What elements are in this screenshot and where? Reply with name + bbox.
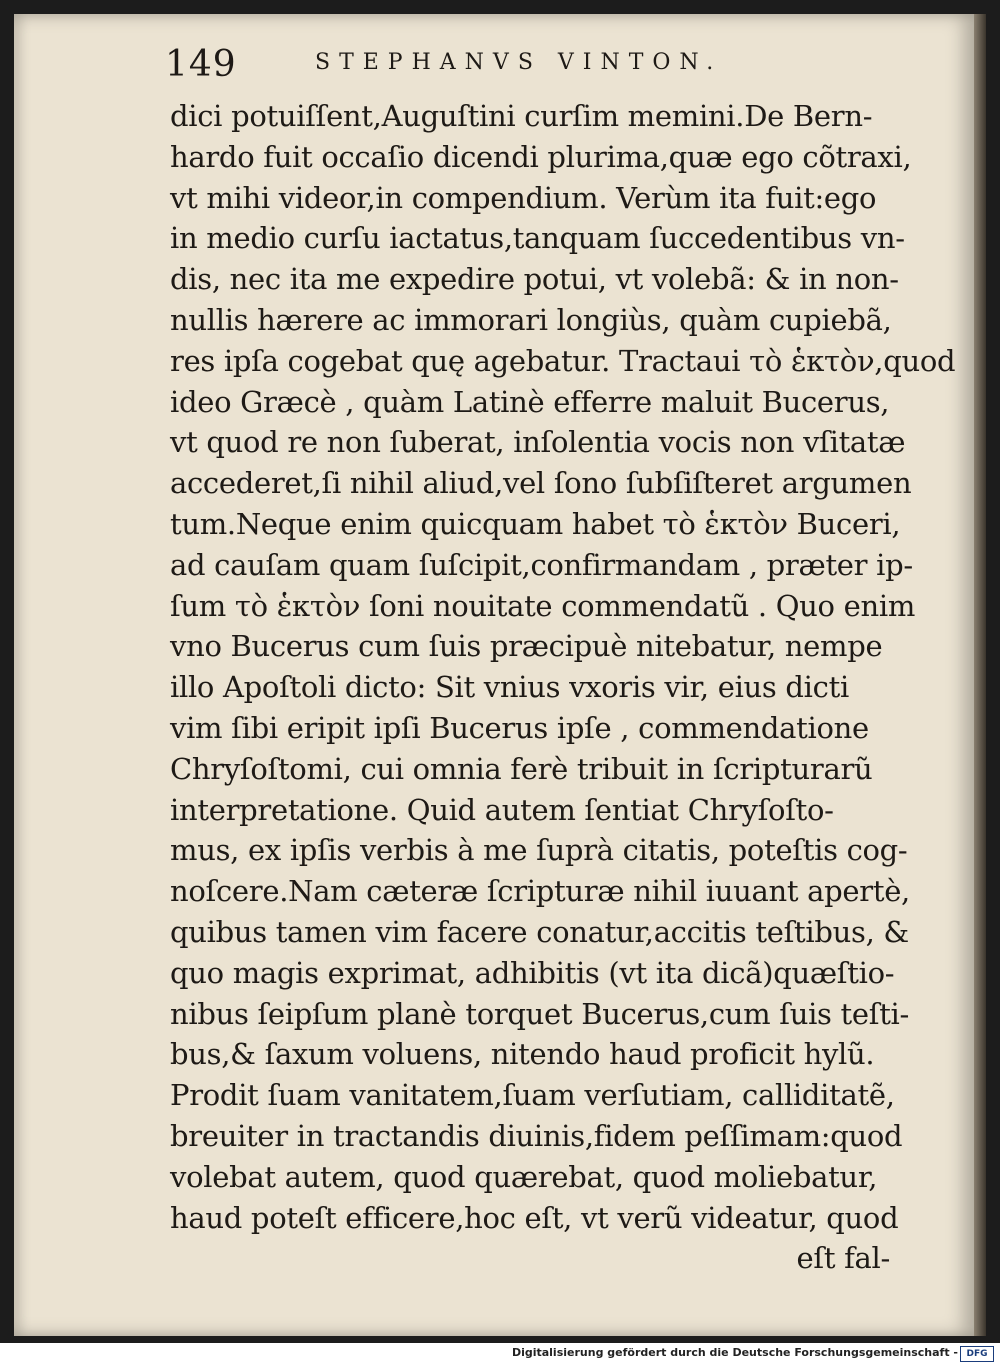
text-line: hardo fuit occaſio dicendi plurima,quæ ego cõtraxi, [170,139,912,174]
text-line: vim ſibi eripit ipſi Bucerus ipſe , commendatione [170,710,869,745]
text-line: dici potuiſſent,Auguſtini curſim memini.De Bern- [170,99,873,133]
text-line: noſcere.Nam cæteræ ſcripturæ nihil iuuant apertè, [170,874,910,909]
text-line: ideo Græcè , quàm Latinè efferre maluit Bucerus, [170,384,890,419]
page-header [165,44,925,90]
text-line: ſum τὸ ἑκτὸν ſoni nouitate commendatũ . Quo enim [170,588,916,623]
text-line: nibus ſeipſum planè torquet Bucerus,cum ſuis teſti- [170,996,910,1031]
text-line: in medio curſu iactatus,tanquam ſuccedentibus vn- [170,221,905,256]
text-line: nullis hærere ac immorari longiùs, quàm cupiebã, [170,302,892,337]
text-line: haud poteſt efficere,hoc eſt, vt verũ videatur, quod [170,1200,899,1235]
text-line: quibus tamen vim facere conatur,accitis teſtibus, & [170,914,909,949]
page-edge [974,14,986,1336]
text-line: vno Bucerus cum ſuis præcipuè nitebatur, nempe [170,629,883,664]
text-line: accederet,ſi nihil aliud,vel ſono ſubſiſteret argumen [170,466,912,501]
dfg-logo: DFG [960,1346,994,1362]
text-line: mus, ex ipſis verbis à me ſuprà citatis, poteſtis cog- [170,833,908,868]
text-line: vt quod re non ſuberat, inſolentia vocis non vſitatæ [170,425,906,460]
text-line: dis, nec ita me expedire potui, vt volebã: & in non- [170,262,899,297]
text-line: bus,& ſaxum voluens, nitendo haud proficit hylũ. [170,1037,875,1072]
digitization-footer [0,1343,1000,1363]
text-line: ad cauſam quam ſuſcipit,confirmandam , præter ip- [170,547,913,582]
text-line: tum.Neque enim quicquam habet τὸ ἑκτὸν Buceri, [170,506,901,541]
text-line: Prodit ſuam vanitatem,ſuam verſutiam, calliditatẽ, [170,1078,895,1113]
page-number: 149 [165,44,237,85]
text-line: quo magis exprimat, adhibitis (vt ita dicã)quæſtio- [170,955,895,990]
text-line: interpretatione. Quid autem ſentiat Chryſoſto- [170,792,834,827]
text-line: vt mihi videor,in compendium. Verùm ita fuit:ego [170,180,877,215]
body-text [170,96,956,1279]
text-line: volebat autem, quod quærebat, quod moliebatur, [170,1159,878,1194]
text-line: res ipſa cogebat quę agebatur. Tractaui τὸ ἑκτὸν,quod [170,343,956,378]
funding-credit: Digitalisierung gefördert durch die Deutsche Forschungsgemeinschaft - [511,1346,958,1359]
text-line: illo Apoſtoli dicto: Sit vnius vxoris vir, eius dicti [170,670,849,705]
text-line: Chryſoſtomi, cui omnia ferè tribuit in ſcripturarũ [170,751,873,786]
catchword-line: eſt fal- [796,1241,890,1276]
text-line: breuiter in tractandis diuinis,fidem peſſimam:quod [170,1118,903,1153]
running-head: STEPHANVS VINTON. [315,50,723,75]
